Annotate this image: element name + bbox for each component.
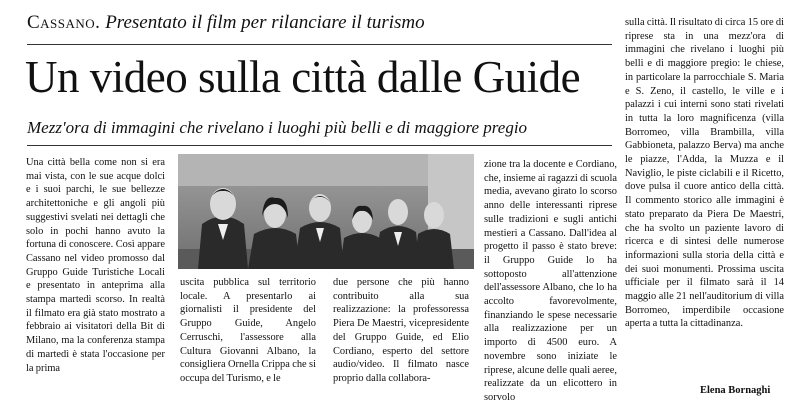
subheadline-rule xyxy=(27,145,612,146)
article-byline: Elena Bornaghi xyxy=(700,385,771,396)
text-column-2 xyxy=(180,276,316,386)
paragraph: uscita pubblica sul territorio locale. A presentarlo ai giornalisti il presidente del Gruppo Guide, Angelo Cerruschi, l'assessore alla Cultura Giovanni Albano, la consigliera Ornella Crippa che si occupa del Turismo, e le xyxy=(180,277,316,384)
paragraph: due persone che più hanno contribuito alla sua realizzazione: la professoressa Piera De Maestri, vicepresidente del Gruppo Guide, ed Elio Cordiano, esperto del settore audio/video. Il filmato nasce proprio dalla collabora- xyxy=(333,277,469,384)
text-column-4 xyxy=(484,158,617,405)
text-column-5 xyxy=(625,16,784,331)
group-photo-image xyxy=(178,154,474,269)
article-kicker xyxy=(27,12,607,34)
article-headline: Un video sulla città dalle Guide xyxy=(25,52,581,102)
group-photo xyxy=(178,154,474,269)
kicker-rule xyxy=(27,44,612,45)
text-column-1 xyxy=(26,156,165,375)
text-column-3 xyxy=(333,276,469,386)
article-subheadline: Mezz'ora di immagini che rivelano i luoghi più belli e di maggiore pregio xyxy=(27,118,528,137)
kicker-place: Cassano. xyxy=(27,12,101,33)
paragraph: Una città bella come non si era mai vista, con le sue acque dolci e i suoi parchi, le sue bellezze architettoniche e gli angoli più suggestivi svelati nei dettagli che solo in pochi hanno avuto la fortuna di conoscere. Così appare Cassano nel video promosso dal Gruppo Guide Turistiche Locali e presentato in anteprima alla stampa martedì scorso. In realtà il filmato era già stato mostrato a febbraio ai visitatori della Bit di Milano, ma la conferenza stampa di martedì è stata l'occasione per la prima xyxy=(26,157,165,374)
paragraph: sulla città. Il risultato di circa 15 ore di riprese sta in una mezz'ora di immagini che rivelano i luoghi più belli e di maggiore pregio: le chiese, in particolare la parrocchiale S. Maria e S. Zeno, il castello, le ville e i palazzi i cui interni sono stati rivelati in tutta la loro magnificenza (villa Borromeo, villa Brambilla, villa Gabbioneta, palazzo Berva) ma anche le piazze, l'Adda, la Muzza e il Naviglio, le piste ciclabili e il Ricetto, dove pulsa il cuore antico della città. Il commento storico alle immagini è stato preparato da Piera De Maestri, che ha svolto un paziente lavoro di ricerca e di sintesi delle numerose informazioni sulla storia della città e dei suoi monumenti. Prossima uscita ufficiale per il filmato sarà il 14 maggio alle 21 nell'auditorium di villa Borromeo, imperdibile occasione aperta a tutta la cittadinanza. xyxy=(625,17,784,330)
kicker-text: Presentato il film per rilanciare il turismo xyxy=(105,12,425,33)
paragraph: zione tra la docente e Cordiano, che, insieme ai ragazzi di scuola media, avevano girato lo scorso anno delle interessanti riprese sulle tradizioni e sugli antichi mestieri a Cassano. Dall'idea al progetto il passo è stato breve: il Gruppo Guide lo ha sottoposto all'attenzione dell'assessore Albano, che lo ha accolto favorevolmente, finanziando le spese necessarie alla realizzazione per un importo di 4500 euro. A novembre sono iniziate le riprese, alcune delle quali aeree, realizzate da un elicottero in sorvolo xyxy=(484,159,617,403)
